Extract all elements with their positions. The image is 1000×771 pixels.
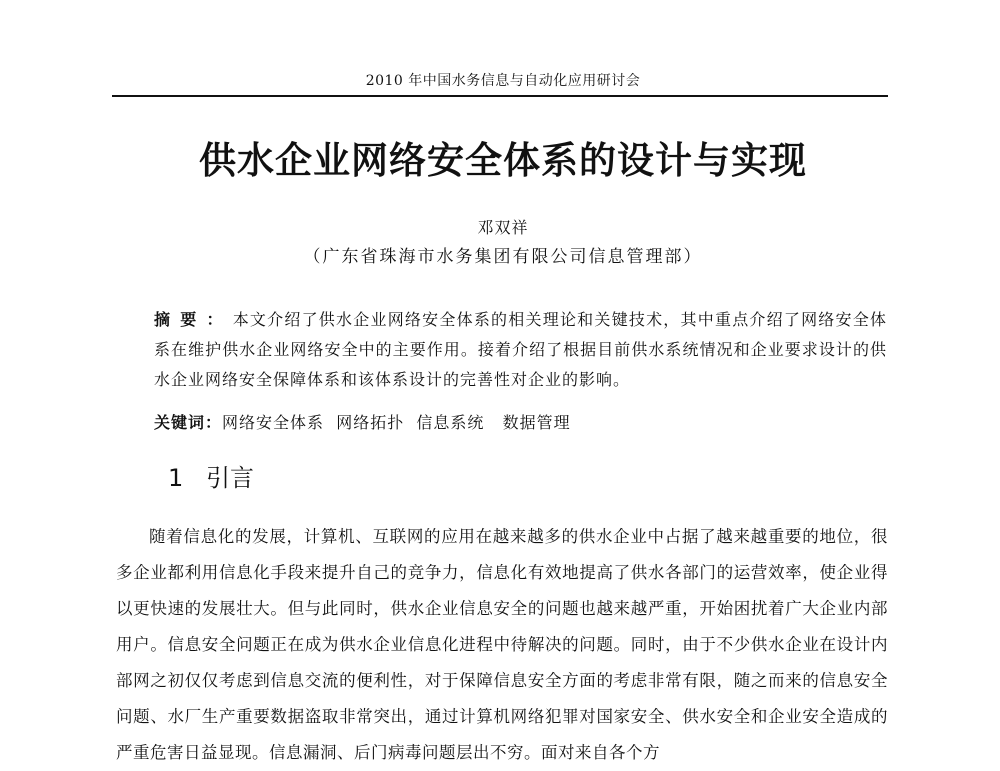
introduction-paragraph: 随着信息化的发展，计算机、互联网的应用在越来越多的供水企业中占据了越来越重要的地位，很多企业都利用信息化手段来提升自己的竞争力，信息化有效地提高了供水各部门的运营效率，使企业得以更快速的发展壮大。但与此同时，供水企业信息安全的问题也越来越严重，开始困扰着广大企业内部用户。信息安全问题正在成为供水企业信息化进程中待解决的问题。同时，由于不少供水企业在设计内部网之初仅仅考虑到信息交流的便利性，对于保障信息安全方面的考虑非常有限，随之而来的信息安全问题、水厂生产重要数据盗取非常突出，通过计算机网络犯罪对国家安全、供水安全和企业安全造成的严重危害日益显现。信息漏洞、后门病毒问题层出不穷。面对来自各个方 (116, 527, 888, 762)
running-header: 2010 年中国水务信息与自动化应用研讨会 (365, 73, 641, 89)
section-number: 1 (168, 464, 184, 492)
header-rule (112, 95, 888, 97)
abstract-text: 本文介绍了供水企业网络安全体系的相关理论和关键技术，其中重点介绍了网络安全体系在维护供水企业网络安全中的主要作用。接着介绍了根据目前供水系统情况和企业要求设计的供水企业网络安全保障体系和该体系设计的完善性对企业的影响。 (154, 310, 887, 389)
keywords (154, 410, 887, 436)
section-heading-introduction (168, 460, 254, 496)
abstract-label: 摘要： (154, 310, 233, 329)
author-affiliation: （广东省珠海市水务集团有限公司信息管理部） (303, 247, 703, 267)
paper-title: 供水企业网络安全体系的设计与实现 (199, 138, 807, 182)
section-title: 引言 (206, 464, 254, 492)
keywords-label: 关键词： (154, 413, 223, 432)
keywords-text: 网络安全体系 网络拓扑 信息系统 数据管理 (222, 413, 571, 432)
author-name: 邓双祥 (477, 218, 529, 237)
abstract (154, 305, 887, 395)
